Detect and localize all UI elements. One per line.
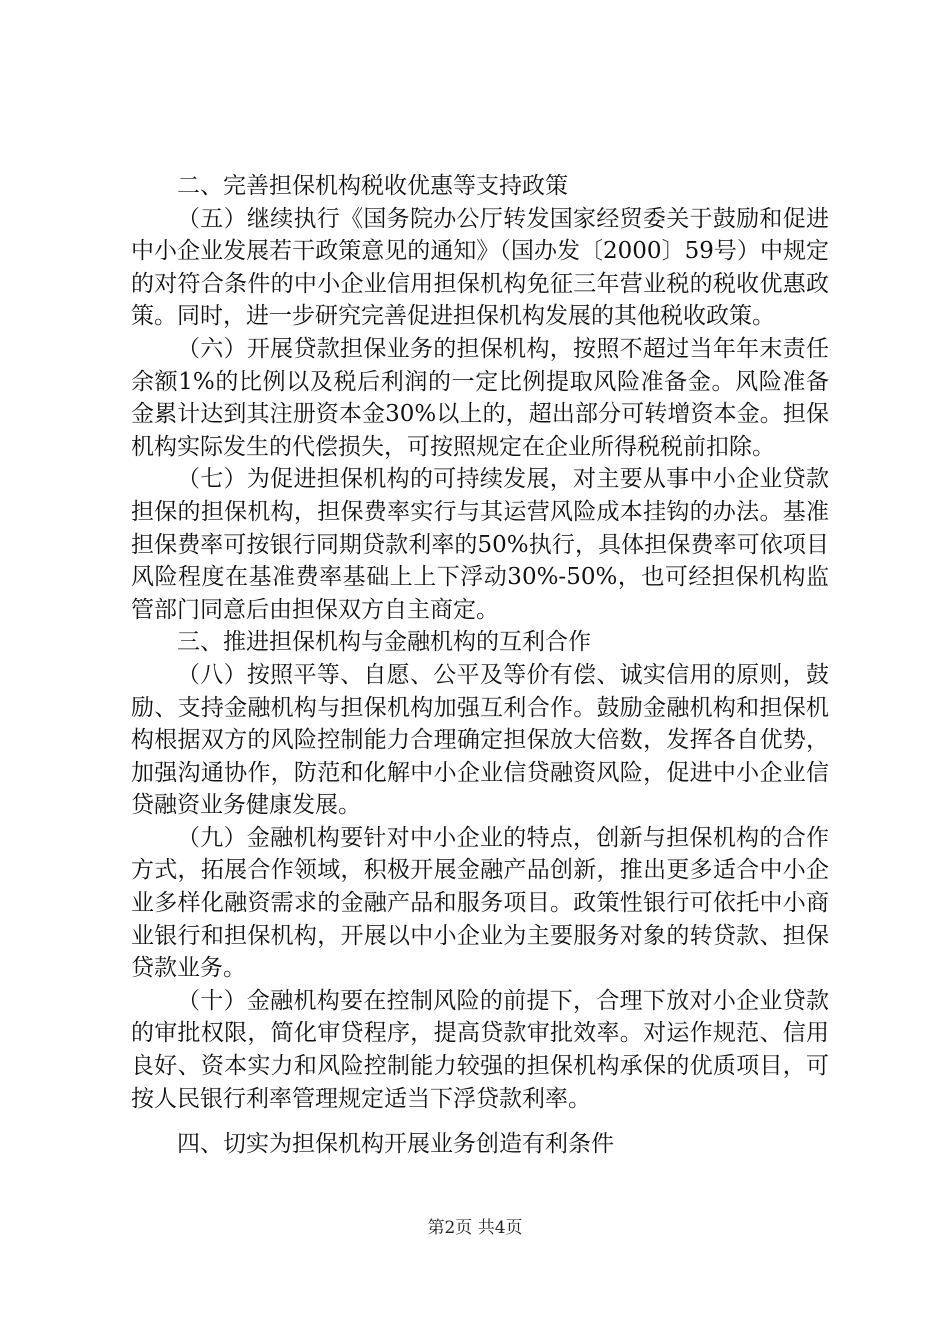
section-heading-3: 三、推进担保机构与金融机构的互利合作 (177, 629, 591, 656)
paragraph-9: （九）金融机构要针对中小企业的特点，创新与担保机构的合作方式，拓展合作领域，积极开展金融产品创新，推出更多适合中小企业多样化融资需求的金融产品和服务项目。政策性银行可依托中小商业银行和担保机构，开展以中小企业为主要服务对象的转贷款、担保贷款业务。 (131, 824, 829, 982)
section-heading-2: 二、完善担保机构税收优惠等支持政策 (177, 173, 568, 199)
paragraph-6: （六）开展贷款担保业务的担保机构，按照不超过当年年末责任余额1%的比例以及税后利润的一定比例提取风险准备金。风险准备金累计达到其注册资本金30%以上的，超出部分可转增资本金。担保机构实际发生的代偿损失，可按照规定在企业所得税税前扣除。 (131, 335, 829, 460)
section-heading-4: 四、切实为担保机构开展业务创造有利条件 (177, 1131, 614, 1158)
document-body (131, 170, 829, 1161)
page-number-footer: 第2页 共4页 (427, 1218, 523, 1238)
paragraph-5: （五）继续执行《国务院办公厅转发国家经贸委关于鼓励和促进中小企业发展若干政策意见的通知》（国办发〔2000〕59号）中规定的对符合条件的中小企业信用担保机构免征三年营业税的税收优惠政策。同时，进一步研究完善促进担保机构发展的其他税收政策。 (131, 205, 829, 330)
paragraph-8: （八）按照平等、自愿、公平及等价有偿、诚实信用的原则，鼓励、支持金融机构与担保机构加强互利合作。鼓励金融机构和担保机构根据双方的风险控制能力合理确定担保放大倍数，发挥各自优势，加强沟通协作，防范和化解中小企业信贷融资风险，促进中小企业信贷融资业务健康发展。 (131, 661, 829, 819)
paragraph-7: （七）为促进担保机构的可持续发展，对主要从事中小企业贷款担保的担保机构，担保费率实行与其运营风险成本挂钩的办法。基准担保费率可按银行同期贷款利率的50%执行，具体担保费率可依项目风险程度在基准费率基础上上下浮动30%-50%，也可经担保机构监管部门同意后由担保双方自主商定。 (131, 466, 829, 623)
paragraph-10: （十）金融机构要在控制风险的前提下，合理下放对小企业贷款的审批权限，简化审贷程序，提高贷款审批效率。对运作规范、信用良好、资本实力和风险控制能力较强的担保机构承保的优质项目，可按人民银行利率管理规定适当下浮贷款利率。 (131, 987, 829, 1112)
